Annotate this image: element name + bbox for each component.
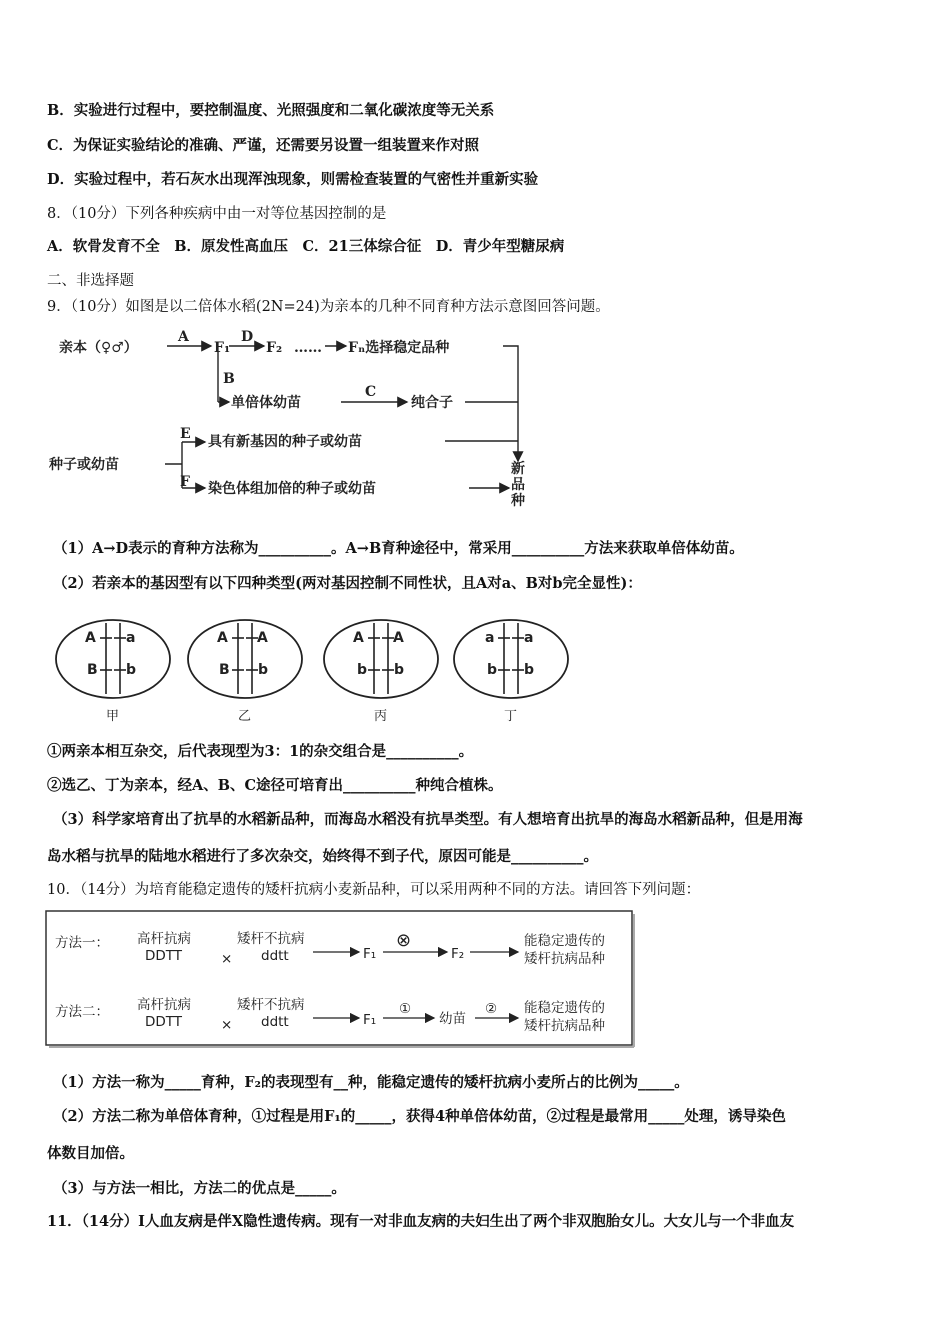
diagram-new-3: 种 <box>511 493 525 509</box>
diagram-dots: …… <box>294 340 322 356</box>
method1-p1: 高杆抗病 <box>137 931 191 947</box>
method2-result-2: 矮杆抗病品种 <box>524 1018 605 1034</box>
cell-yi-br: b <box>258 662 269 678</box>
diagram-parent: 亲本（♀♂） <box>59 340 138 356</box>
cell-ding-tl: a <box>485 630 495 646</box>
method2-step2: ② <box>485 1001 498 1017</box>
method2-seedling: 幼苗 <box>439 1011 466 1027</box>
method2-g1: DDTT <box>145 1014 183 1030</box>
q9-stem: 9．（10分）如图是以二倍体水稻(2N=24)为亲本的几种不同育种方法示意图回答问题。 <box>47 299 610 315</box>
cell-jia-bl: B <box>87 662 98 678</box>
cell-bing-br: b <box>394 662 405 678</box>
diagram-new-1: 新 <box>511 461 525 477</box>
q10-stem: 10．（14分）为培育能稳定遗传的矮杆抗病小麦新品种，可以采用两种不同的方法。请回答下列问题： <box>47 882 701 898</box>
q7-option-c: C．为保证实验结论的准确、严谨，还需要另设置一组装置来作对照 <box>47 137 480 154</box>
diagram-label-b: B <box>223 371 235 387</box>
q10-methods-diagram <box>45 910 637 1052</box>
cell-ding-tr: a <box>524 630 534 646</box>
cell-jia <box>56 620 170 698</box>
q9-part3-line2: 岛水稻与抗旱的陆地水稻进行了多次杂交，始终得不到子代，原因可能是__________。 <box>47 848 598 865</box>
q10-part2-line1: （2）方法二称为单倍体育种，①过程是用F₁的_____，获得4种单倍体幼苗，②过程是最常用_____处理，诱导染色 <box>53 1108 786 1125</box>
method2-result-1: 能稳定遗传的 <box>524 1000 605 1016</box>
diagram-pure: 纯合子 <box>411 395 453 411</box>
cell-yi <box>188 620 302 698</box>
q7-option-b: B．实验进行过程中，要控制温度、光照强度和二氧化碳浓度等无关系 <box>47 102 495 119</box>
cell-ding-br: b <box>524 662 535 678</box>
q9-sub1: ①两亲本相互杂交，后代表现型为3：1的杂交组合是__________。 <box>47 743 474 760</box>
q9-sub2: ②选乙、丁为亲本，经A、B、C途径可培育出__________种纯合植株。 <box>47 777 503 794</box>
method1-result-2: 矮杆抗病品种 <box>524 951 605 967</box>
method2-label: 方法二： <box>55 1004 109 1020</box>
q9-genotype-cells <box>52 612 582 730</box>
cell-yi-bl: B <box>219 662 230 678</box>
q9-part1: （1）A→D表示的育种方法称为__________。A→B育种途径中，常采用__________方法来获取单倍体幼苗。 <box>53 540 744 557</box>
cell-yi-label: 乙 <box>238 709 252 724</box>
cell-ding <box>454 620 568 698</box>
q9-part2: （2）若亲本的基因型有以下四种类型(两对基因控制不同性状，且A对a、B对b完全显性)： <box>53 575 642 592</box>
q8-options: A．软骨发育不全 B．原发性高血压 C．21三体综合征 D．青少年型糖尿病 <box>47 238 565 255</box>
cell-bing-label: 丙 <box>374 709 388 724</box>
q10-part2-line2: 体数目加倍。 <box>47 1145 134 1162</box>
diagram-polyploid: 染色体组加倍的种子或幼苗 <box>208 481 376 497</box>
cell-bing <box>324 620 438 698</box>
cell-jia-br: b <box>126 662 137 678</box>
method2-cross: × <box>221 1017 233 1033</box>
diagram-f2: F₂ <box>266 340 283 356</box>
method1-f1: F₁ <box>363 946 377 962</box>
cell-bing-tr: A <box>393 630 404 646</box>
method2-g2: ddtt <box>261 1014 289 1030</box>
method1-self-cross: ⊗ <box>396 930 412 951</box>
diagram-new-2: 品 <box>511 477 525 493</box>
cell-bing-tl: A <box>353 630 364 646</box>
q7-option-d: D．实验过程中，若石灰水出现浑浊现象，则需检查装置的气密性并重新实验 <box>47 171 539 188</box>
diagram-label-d: D <box>241 329 254 345</box>
diagram-label-c: C <box>365 384 377 400</box>
method1-p2: 矮杆不抗病 <box>237 931 305 947</box>
diagram-label-f: F <box>180 474 190 490</box>
diagram-new-gene: 具有新基因的种子或幼苗 <box>208 434 362 450</box>
diagram-label-a: A <box>178 329 189 345</box>
q11-stem: 11．（14分）I人血友病是伴X隐性遗传病。现有一对非血友病的夫妇生出了两个非双胞胎女儿。大女儿与一个非血友 <box>47 1213 795 1230</box>
cell-jia-tr: a <box>126 630 136 646</box>
cell-yi-tr: A <box>257 630 268 646</box>
q9-part3-line1: （3）科学家培育出了抗旱的水稻新品种，而海岛水稻没有抗旱类型。有人想培育出抗旱的海岛水稻新品种，但是用海 <box>53 811 803 828</box>
cell-jia-tl: A <box>85 630 96 646</box>
cell-bing-bl: b <box>357 662 368 678</box>
cell-ding-bl: b <box>487 662 498 678</box>
q10-part1: （1）方法一称为_____育种，F₂的表现型有__种，能稳定遗传的矮杆抗病小麦所占的比例为_____。 <box>53 1074 689 1091</box>
method2-p2: 矮杆不抗病 <box>237 997 305 1013</box>
q8-stem: 8．（10分）下列各种疾病中由一对等位基因控制的是 <box>47 206 387 222</box>
diagram-label-e: E <box>180 426 191 442</box>
diagram-f1: F₁ <box>214 340 231 356</box>
method1-label: 方法一： <box>55 935 109 951</box>
method1-f2: F₂ <box>451 946 465 962</box>
cell-ding-label: 丁 <box>504 709 518 724</box>
method1-result-1: 能稳定遗传的 <box>524 933 605 949</box>
section-heading: 二、非选择题 <box>47 273 134 289</box>
diagram-haploid: 单倍体幼苗 <box>231 395 301 411</box>
method2-p1: 高杆抗病 <box>137 997 191 1013</box>
q9-breeding-diagram <box>45 325 545 515</box>
cell-jia-label: 甲 <box>106 709 120 724</box>
cell-yi-tl: A <box>217 630 228 646</box>
q10-part3: （3）与方法一相比，方法二的优点是_____。 <box>53 1180 346 1197</box>
method1-cross: × <box>221 951 233 967</box>
method1-g2: ddtt <box>261 948 289 964</box>
method1-g1: DDTT <box>145 948 183 964</box>
diagram-seed: 种子或幼苗 <box>49 457 119 473</box>
diagram-fn-select: Fₙ选择稳定品种 <box>348 340 450 356</box>
method2-step1: ① <box>399 1001 412 1017</box>
method2-f1: F₁ <box>363 1012 377 1028</box>
